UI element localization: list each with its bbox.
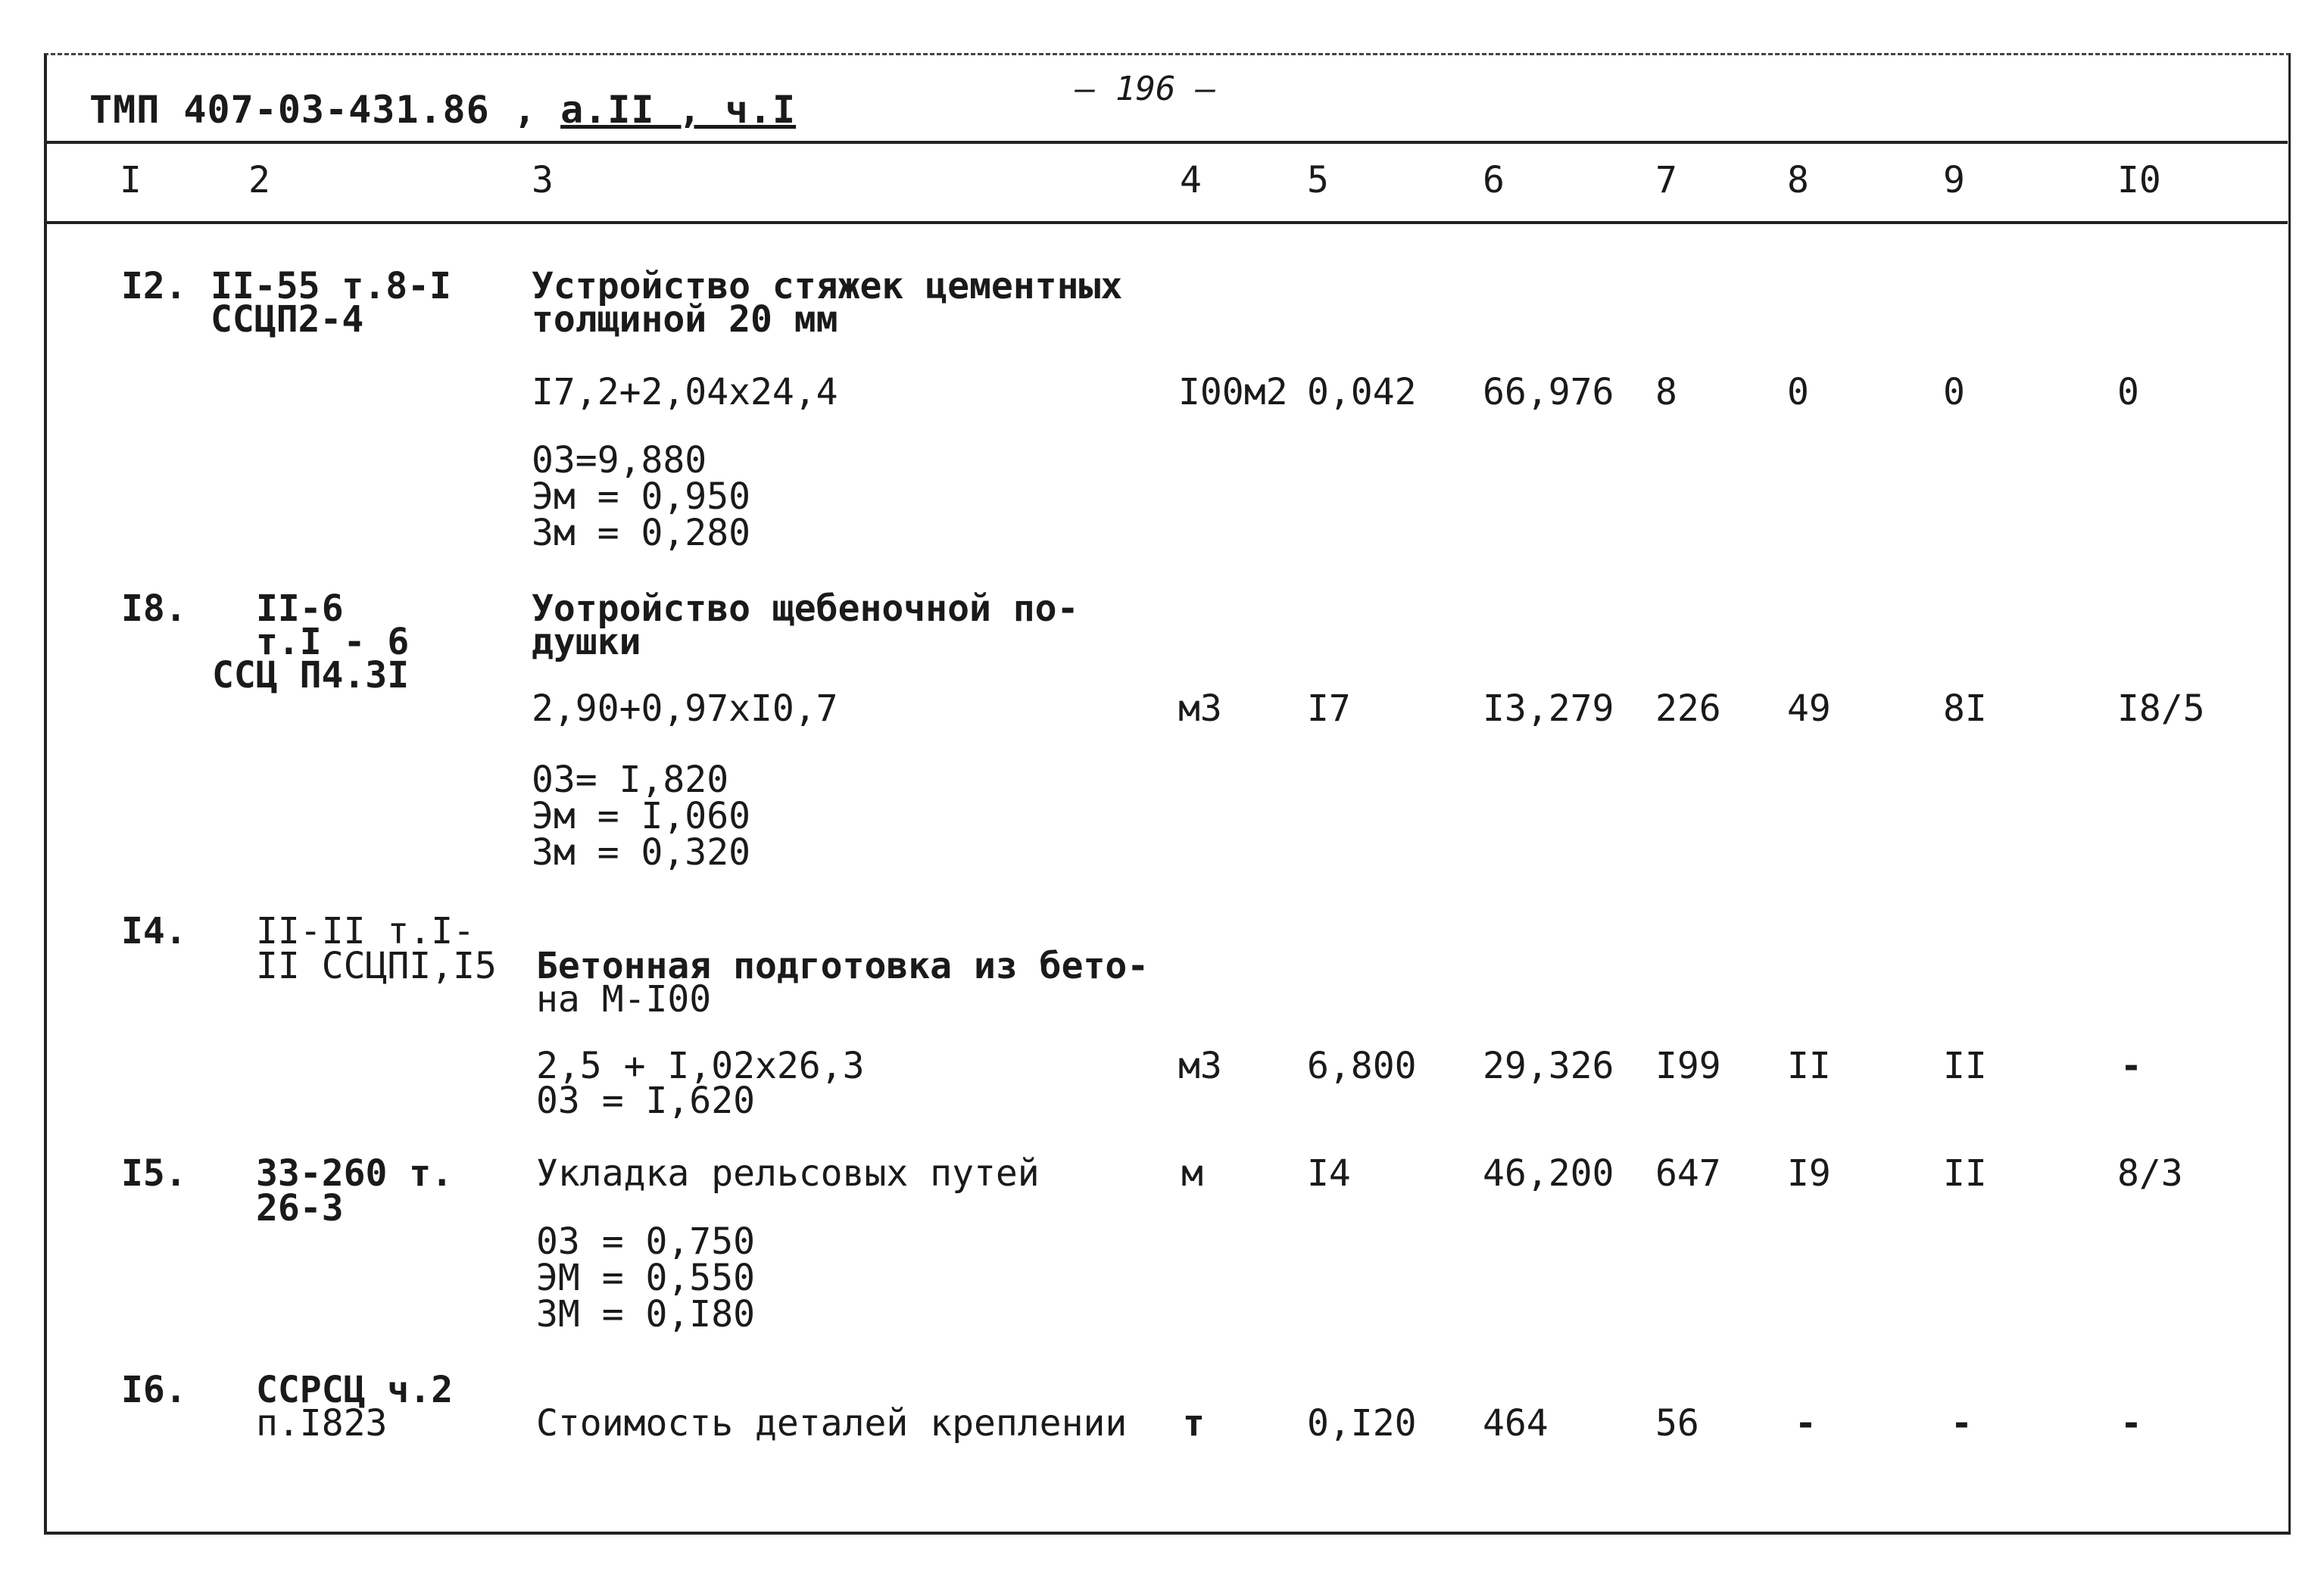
document-code bbox=[89, 88, 796, 132]
row-note: Эм = 0,950 bbox=[532, 475, 750, 518]
row-quantity: 0,042 bbox=[1307, 371, 1417, 413]
column-header-2: 2 bbox=[248, 159, 270, 201]
row-quantity: I7 bbox=[1307, 687, 1351, 730]
row-col10: 8/3 bbox=[2117, 1152, 2183, 1195]
row-reference: 33-260 т. bbox=[256, 1152, 454, 1195]
row-reference: т.I - 6 bbox=[256, 621, 410, 663]
row-note: 03=9,880 bbox=[532, 439, 707, 482]
row-reference: п.I823 bbox=[256, 1402, 388, 1445]
row-price: 29,326 bbox=[1483, 1045, 1614, 1087]
row-col9: - bbox=[1951, 1402, 1973, 1445]
row-number: I6. bbox=[121, 1369, 187, 1411]
row-reference: II-6 bbox=[256, 588, 344, 630]
row-reference: ССЦ П4.3I bbox=[212, 654, 410, 697]
document-code-prefix: ТМП 407-03-431.86 , bbox=[89, 88, 561, 132]
row-note: Зм = 0,280 bbox=[532, 512, 750, 554]
row-note: 03= I,820 bbox=[532, 759, 729, 801]
row-col9: 0 bbox=[1943, 371, 1965, 413]
row-reference: II-55 т.8-I bbox=[211, 265, 451, 307]
row-note: Эм = I,060 bbox=[532, 795, 750, 837]
row-formula: I7,2+2,04х24,4 bbox=[532, 371, 838, 413]
row-number: I8. bbox=[121, 588, 187, 630]
row-col7: I99 bbox=[1655, 1045, 1721, 1087]
row-col7: 8 bbox=[1655, 371, 1677, 413]
row-title: толщиной 20 мм bbox=[532, 298, 838, 341]
page-number: – 196 – bbox=[1075, 70, 1216, 108]
row-quantity: 0,I20 bbox=[1307, 1402, 1417, 1445]
row-quantity: 6,800 bbox=[1307, 1045, 1417, 1087]
row-title: Укладка рельсовых путей bbox=[536, 1152, 1040, 1195]
row-col8: I9 bbox=[1787, 1152, 1831, 1195]
row-formula: 2,90+0,97хI0,7 bbox=[532, 687, 838, 730]
row-col9: II bbox=[1943, 1152, 1987, 1195]
row-col8: 49 bbox=[1787, 687, 1831, 730]
row-title: Уотройство щебеночной по- bbox=[532, 588, 1079, 630]
row-col10: - bbox=[2120, 1045, 2142, 1087]
row-reference: II-II т.I- bbox=[256, 910, 475, 952]
row-number: I5. bbox=[121, 1152, 187, 1195]
row-title: душки bbox=[532, 621, 641, 663]
header-rule bbox=[44, 141, 2288, 144]
column-header-4: 4 bbox=[1180, 159, 1202, 201]
row-number: I4. bbox=[121, 910, 187, 952]
column-header-10: I0 bbox=[2117, 159, 2161, 201]
row-title: Устройство стяжек цементных bbox=[532, 265, 1123, 307]
row-col7: 226 bbox=[1655, 687, 1721, 730]
row-col10: 0 bbox=[2117, 371, 2139, 413]
row-price: 46,200 bbox=[1483, 1152, 1614, 1195]
row-col8: - bbox=[1795, 1402, 1817, 1445]
row-unit: I00м2 bbox=[1178, 371, 1288, 413]
row-title: Бетонная подготовка из бето- bbox=[536, 945, 1150, 987]
row-col8: II bbox=[1787, 1045, 1831, 1087]
row-note: 03 = I,620 bbox=[536, 1080, 755, 1122]
row-note: 03 = 0,750 bbox=[536, 1220, 755, 1263]
row-note: ЗМ = 0,I80 bbox=[536, 1293, 755, 1336]
row-note: ЭМ = 0,550 bbox=[536, 1257, 755, 1299]
row-price: I3,279 bbox=[1483, 687, 1614, 730]
row-unit: м3 bbox=[1178, 1045, 1222, 1087]
row-formula: 2,5 + I,02х26,3 bbox=[536, 1045, 865, 1087]
row-col10: I8/5 bbox=[2117, 687, 2205, 730]
column-header-8: 8 bbox=[1787, 159, 1809, 201]
column-header-7: 7 bbox=[1655, 159, 1677, 201]
row-reference: ССРСЦ ч.2 bbox=[256, 1369, 454, 1411]
row-title: Стоимость деталей креплении bbox=[536, 1402, 1128, 1445]
row-reference: II ССЦПI,I5 bbox=[256, 945, 497, 987]
column-header-3: 3 bbox=[532, 159, 554, 201]
row-col7: 56 bbox=[1655, 1402, 1699, 1445]
row-col9: 8I bbox=[1943, 687, 1987, 730]
row-col10: - bbox=[2120, 1402, 2142, 1445]
row-unit: м3 bbox=[1178, 687, 1222, 730]
row-number: I2. bbox=[121, 265, 187, 307]
row-unit: м bbox=[1181, 1152, 1203, 1195]
row-col8: 0 bbox=[1787, 371, 1809, 413]
row-unit: т bbox=[1183, 1402, 1205, 1445]
row-reference: 26-3 bbox=[256, 1187, 344, 1230]
column-header-5: 5 bbox=[1307, 159, 1329, 201]
row-quantity: I4 bbox=[1307, 1152, 1351, 1195]
column-header-9: 9 bbox=[1943, 159, 1965, 201]
row-price: 66,976 bbox=[1483, 371, 1614, 413]
row-price: 464 bbox=[1483, 1402, 1549, 1445]
row-col7: 647 bbox=[1655, 1152, 1721, 1195]
document-code-section: а.II , ч.I bbox=[560, 88, 797, 132]
row-title: на М-I00 bbox=[536, 978, 712, 1021]
column-header-1: I bbox=[120, 159, 142, 201]
column-header-6: 6 bbox=[1483, 159, 1505, 201]
column-header-rule bbox=[44, 221, 2288, 224]
row-reference: ССЦП2-4 bbox=[211, 298, 364, 341]
row-note: Зм = 0,320 bbox=[532, 831, 750, 874]
row-col9: II bbox=[1943, 1045, 1987, 1087]
